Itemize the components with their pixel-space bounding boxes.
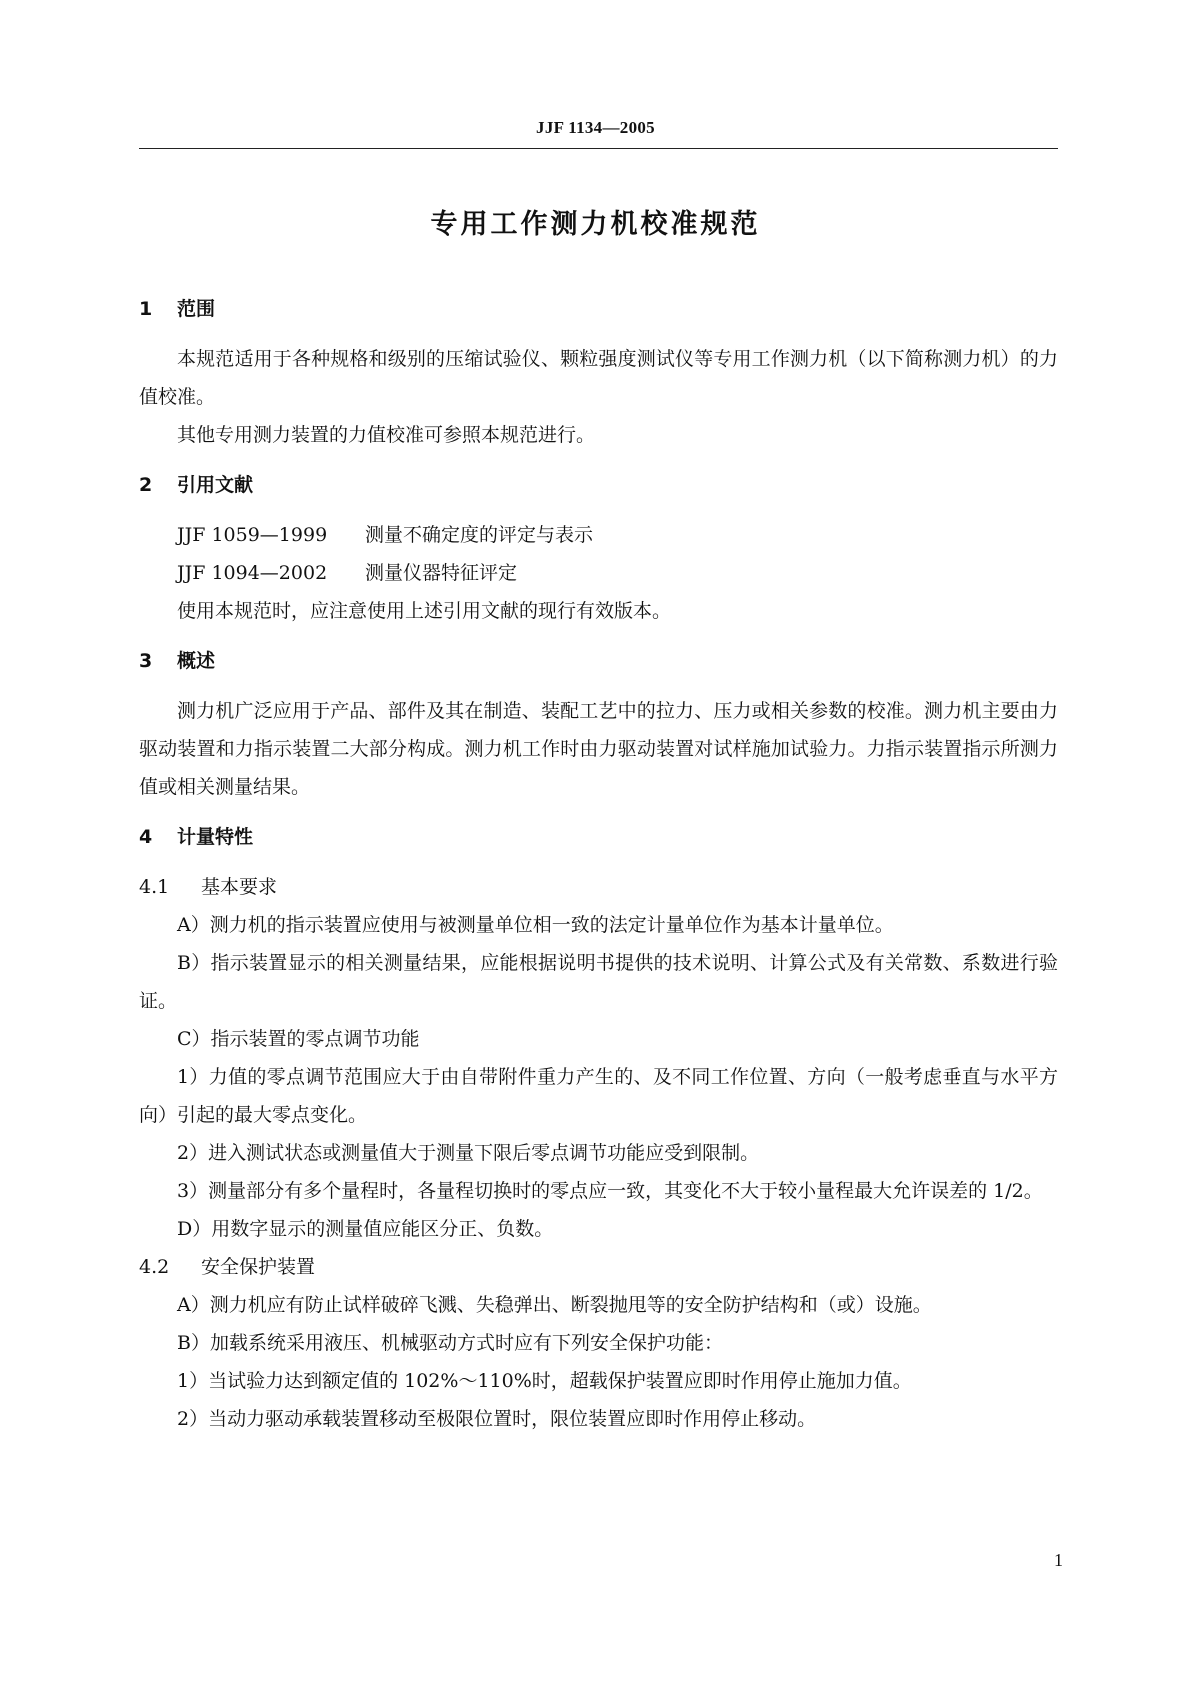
section-number: 2: [139, 474, 153, 496]
section-number: 3: [139, 650, 153, 672]
section-title: 引用文献: [177, 474, 254, 496]
section-number: 1: [139, 298, 153, 320]
reference-code: JJF 1059—1999: [177, 524, 328, 546]
section-heading-overview: [139, 642, 1058, 680]
reference-item: [139, 554, 1058, 592]
paragraph: 测力机广泛应用于产品、部件及其在制造、装配工艺中的拉力、压力或相关参数的校准。测力机主要由力驱动装置和力指示装置二大部分构成。测力机工作时由力驱动装置对试样施加试验力。力指示装置指示所测力值或相关测量结果。: [139, 700, 1058, 798]
clause-item: 2）进入测试状态或测量值大于测量下限后零点调节功能应受到限制。: [177, 1142, 760, 1164]
clause-item: D）用数字显示的测量值应能区分正、负数。: [177, 1218, 554, 1240]
clause-item: A）测力机应有防止试样破碎飞溅、失稳弹出、断裂抛甩等的安全防护结构和（或）设施。: [177, 1294, 932, 1316]
page-number: 1: [1054, 1550, 1063, 1570]
clause-item: B）指示装置显示的相关测量结果，应能根据说明书提供的技术说明、计算公式及有关常数、系数进行验证。: [139, 952, 1058, 1012]
document-body: [139, 290, 1058, 1438]
document-code-header: JJF 1134—2005: [536, 118, 655, 137]
document-title: 专用工作测力机校准规范: [430, 209, 761, 240]
clause-item: 2）当动力驱动承载装置移动至极限位置时，限位装置应即时作用停止移动。: [177, 1408, 817, 1430]
section-heading-references: [139, 466, 1058, 504]
paragraph: 使用本规范时，应注意使用上述引用文献的现行有效版本。: [177, 600, 672, 622]
section-title: 范围: [177, 298, 216, 320]
section-heading-scope: [139, 290, 1058, 328]
clause-item: 1）力值的零点调节范围应大于由自带附件重力产生的、及不同工作位置、方向（一般考虑垂直与水平方向）引起的最大零点变化。: [139, 1066, 1058, 1126]
paragraph: 其他专用测力装置的力值校准可参照本规范进行。: [177, 424, 596, 446]
clause-item: C）指示装置的零点调节功能: [177, 1028, 420, 1050]
subsection-heading-safety-devices: [139, 1248, 1058, 1286]
subsection-number: 4.2: [139, 1256, 170, 1278]
clause-item: B）加载系统采用液压、机械驱动方式时应有下列安全保护功能：: [177, 1332, 723, 1354]
reference-item: [139, 516, 1058, 554]
section-title: 计量特性: [177, 826, 254, 848]
section-heading-metrological-characteristics: [139, 818, 1058, 856]
clause-item: A）测力机的指示装置应使用与被测量单位相一致的法定计量单位作为基本计量单位。: [177, 914, 894, 936]
header-divider: [139, 148, 1058, 149]
reference-title: 测量仪器特征评定: [365, 562, 518, 584]
section-title: 概述: [177, 650, 216, 672]
clause-item: 3）测量部分有多个量程时，各量程切换时的零点应一致，其变化不大于较小量程最大允许误差的 1/2。: [177, 1180, 1043, 1202]
subsection-title: 基本要求: [201, 876, 278, 898]
section-number: 4: [139, 826, 153, 848]
clause-item: 1）当试验力达到额定值的 102%～110%时，超载保护装置应即时作用停止施加力值。: [177, 1370, 912, 1392]
reference-title: 测量不确定度的评定与表示: [365, 524, 594, 546]
subsection-number: 4.1: [139, 876, 170, 898]
reference-code: JJF 1094—2002: [177, 562, 328, 584]
subsection-title: 安全保护装置: [201, 1256, 316, 1278]
paragraph: 本规范适用于各种规格和级别的压缩试验仪、颗粒强度测试仪等专用工作测力机（以下简称测力机）的力值校准。: [139, 348, 1058, 408]
subsection-heading-basic-requirements: [139, 868, 1058, 906]
